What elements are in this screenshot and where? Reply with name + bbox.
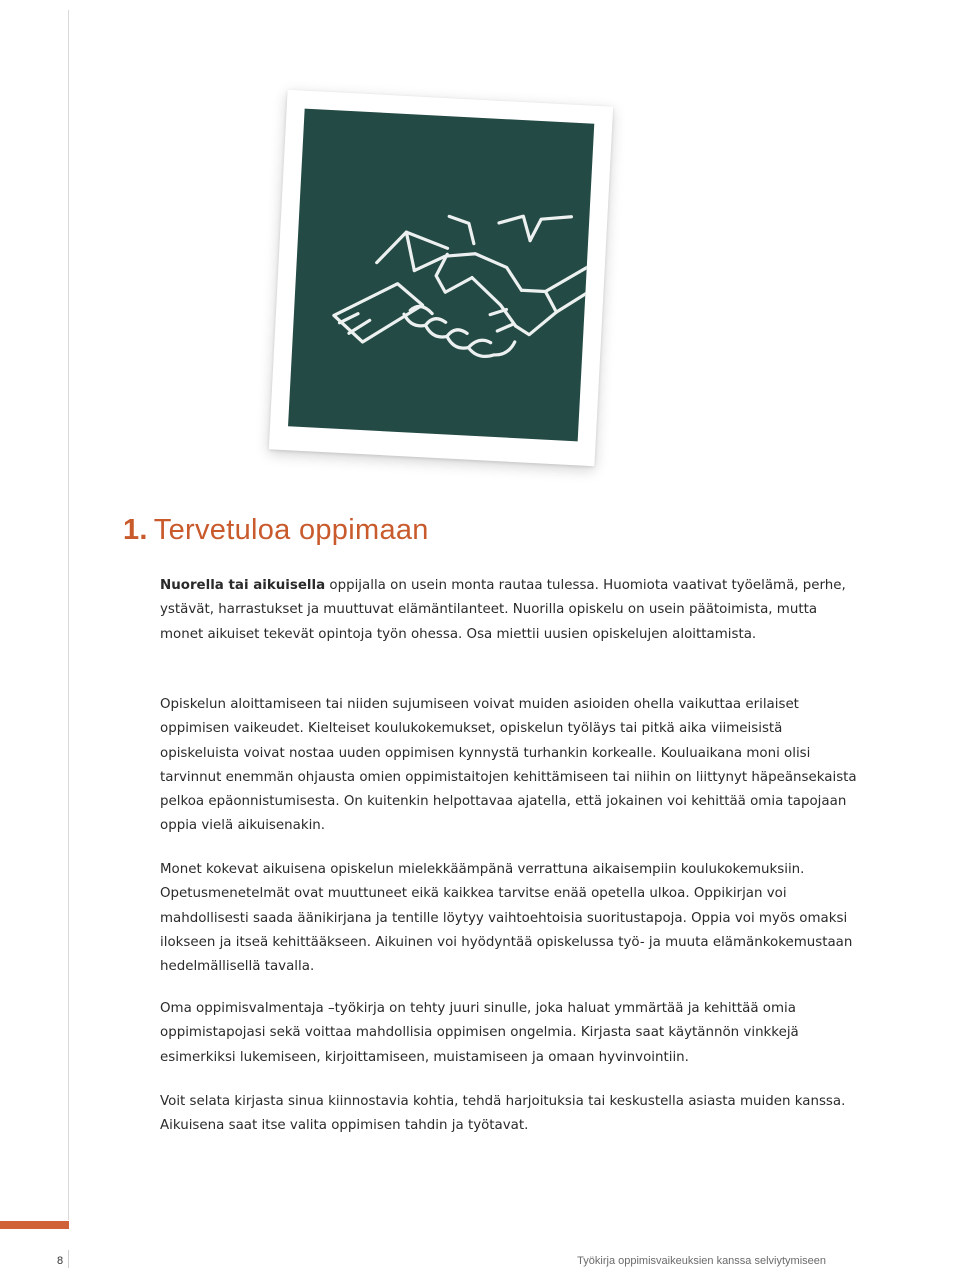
page-number: 8 xyxy=(57,1255,64,1267)
paragraph-workbook: Oma oppimisvalmentaja –työkirja on tehty juuri sinulle, joka haluat ymmärtää ja kehittää omia oppimistapojasi sekä voittaa mahdollisia oppimisen ongelmia. Kirjasta saat käytännön vinkkejä esimerkiksi lukemiseen, kirjoittamiseen, muistamiseen ja omaan hyvinvointiin. xyxy=(160,1001,799,1065)
paragraph-adult-learning: Monet kokevat aikuisena opiskelun mielekkäämpänä verrattuna aikaisempiin koulukokemuksiin. Opetusmenetelmät ovat muuttuneet eikä kaikkea tarvitse enää opetella ulkoa. Oppikirjan voi mahdollisesti saada äänikirjana ja tentille löytyy vaihtoehtoisia suoritustapoja. Oppia voi myös omaksi ilokseen ja itseä kehittääkseen. Aikuinen voi hyödyntää opiskelussa työ- ja muuta elämänkokemustaan hedelmällisellä tavalla. xyxy=(160,862,853,975)
footer-divider xyxy=(68,1250,69,1268)
photo-frame xyxy=(269,90,613,467)
handshake-icon xyxy=(288,109,594,442)
sidebar-accent-bar xyxy=(0,1221,69,1229)
paragraph-browse: Voit selata kirjasta sinua kiinnostavia kohtia, tehdä harjoituksia tai keskustella asiasta muiden kanssa. Aikuisena saat itse valita oppimisen tahdin ja työtavat. xyxy=(160,1094,846,1134)
paragraph-intro-lead: Nuorella tai aikuisella xyxy=(160,578,326,593)
paragraph-intro xyxy=(160,574,860,647)
chapter-heading xyxy=(123,514,429,547)
paragraph-difficulties: Opiskelun aloittamiseen tai niiden sujumiseen voivat muiden asioiden ohella vaikuttaa erilaiset oppimisen vaikeudet. Kielteiset koulukokemukset, opiskelun työläys tai pitkä aika viimeisistä opiskeluista voivat nostaa uuden oppimisen kynnystä turhankin korkealle. Kouluaikana moni olisi tarvinnut enemmän ohjausta omien oppimistaitojen kehittämiseen tai niihin on liittynyt häpeänsekaista pelkoa epäonnistumisesta. On kuitenkin helpottavaa ajatella, että jokainen voi kehittää omia tapojaan oppia vielä aikuisenakin. xyxy=(160,697,857,834)
paragraph-intro-body: oppijalla on usein monta rautaa tulessa. Huomiota vaativat työelämä, perhe, ystävät, harrastukset ja muuttuvat elämäntilanteet. Nuorilla opiskelu on usein päätoimista, mutta monet aikuiset tekevät opintoja työn ohessa. Osa miettii uusien opiskelujen aloittamista. xyxy=(160,578,846,642)
chapter-number: 1. xyxy=(123,514,148,546)
vertical-section-title xyxy=(2,0,68,930)
sidebar-divider xyxy=(68,10,69,1220)
chapter-title: Tervetuloa oppimaan xyxy=(153,514,429,546)
footer-book-title: Työkirja oppimisvaikeuksien kanssa selviytymiseen xyxy=(577,1255,826,1267)
handshake-illustration xyxy=(288,109,594,442)
